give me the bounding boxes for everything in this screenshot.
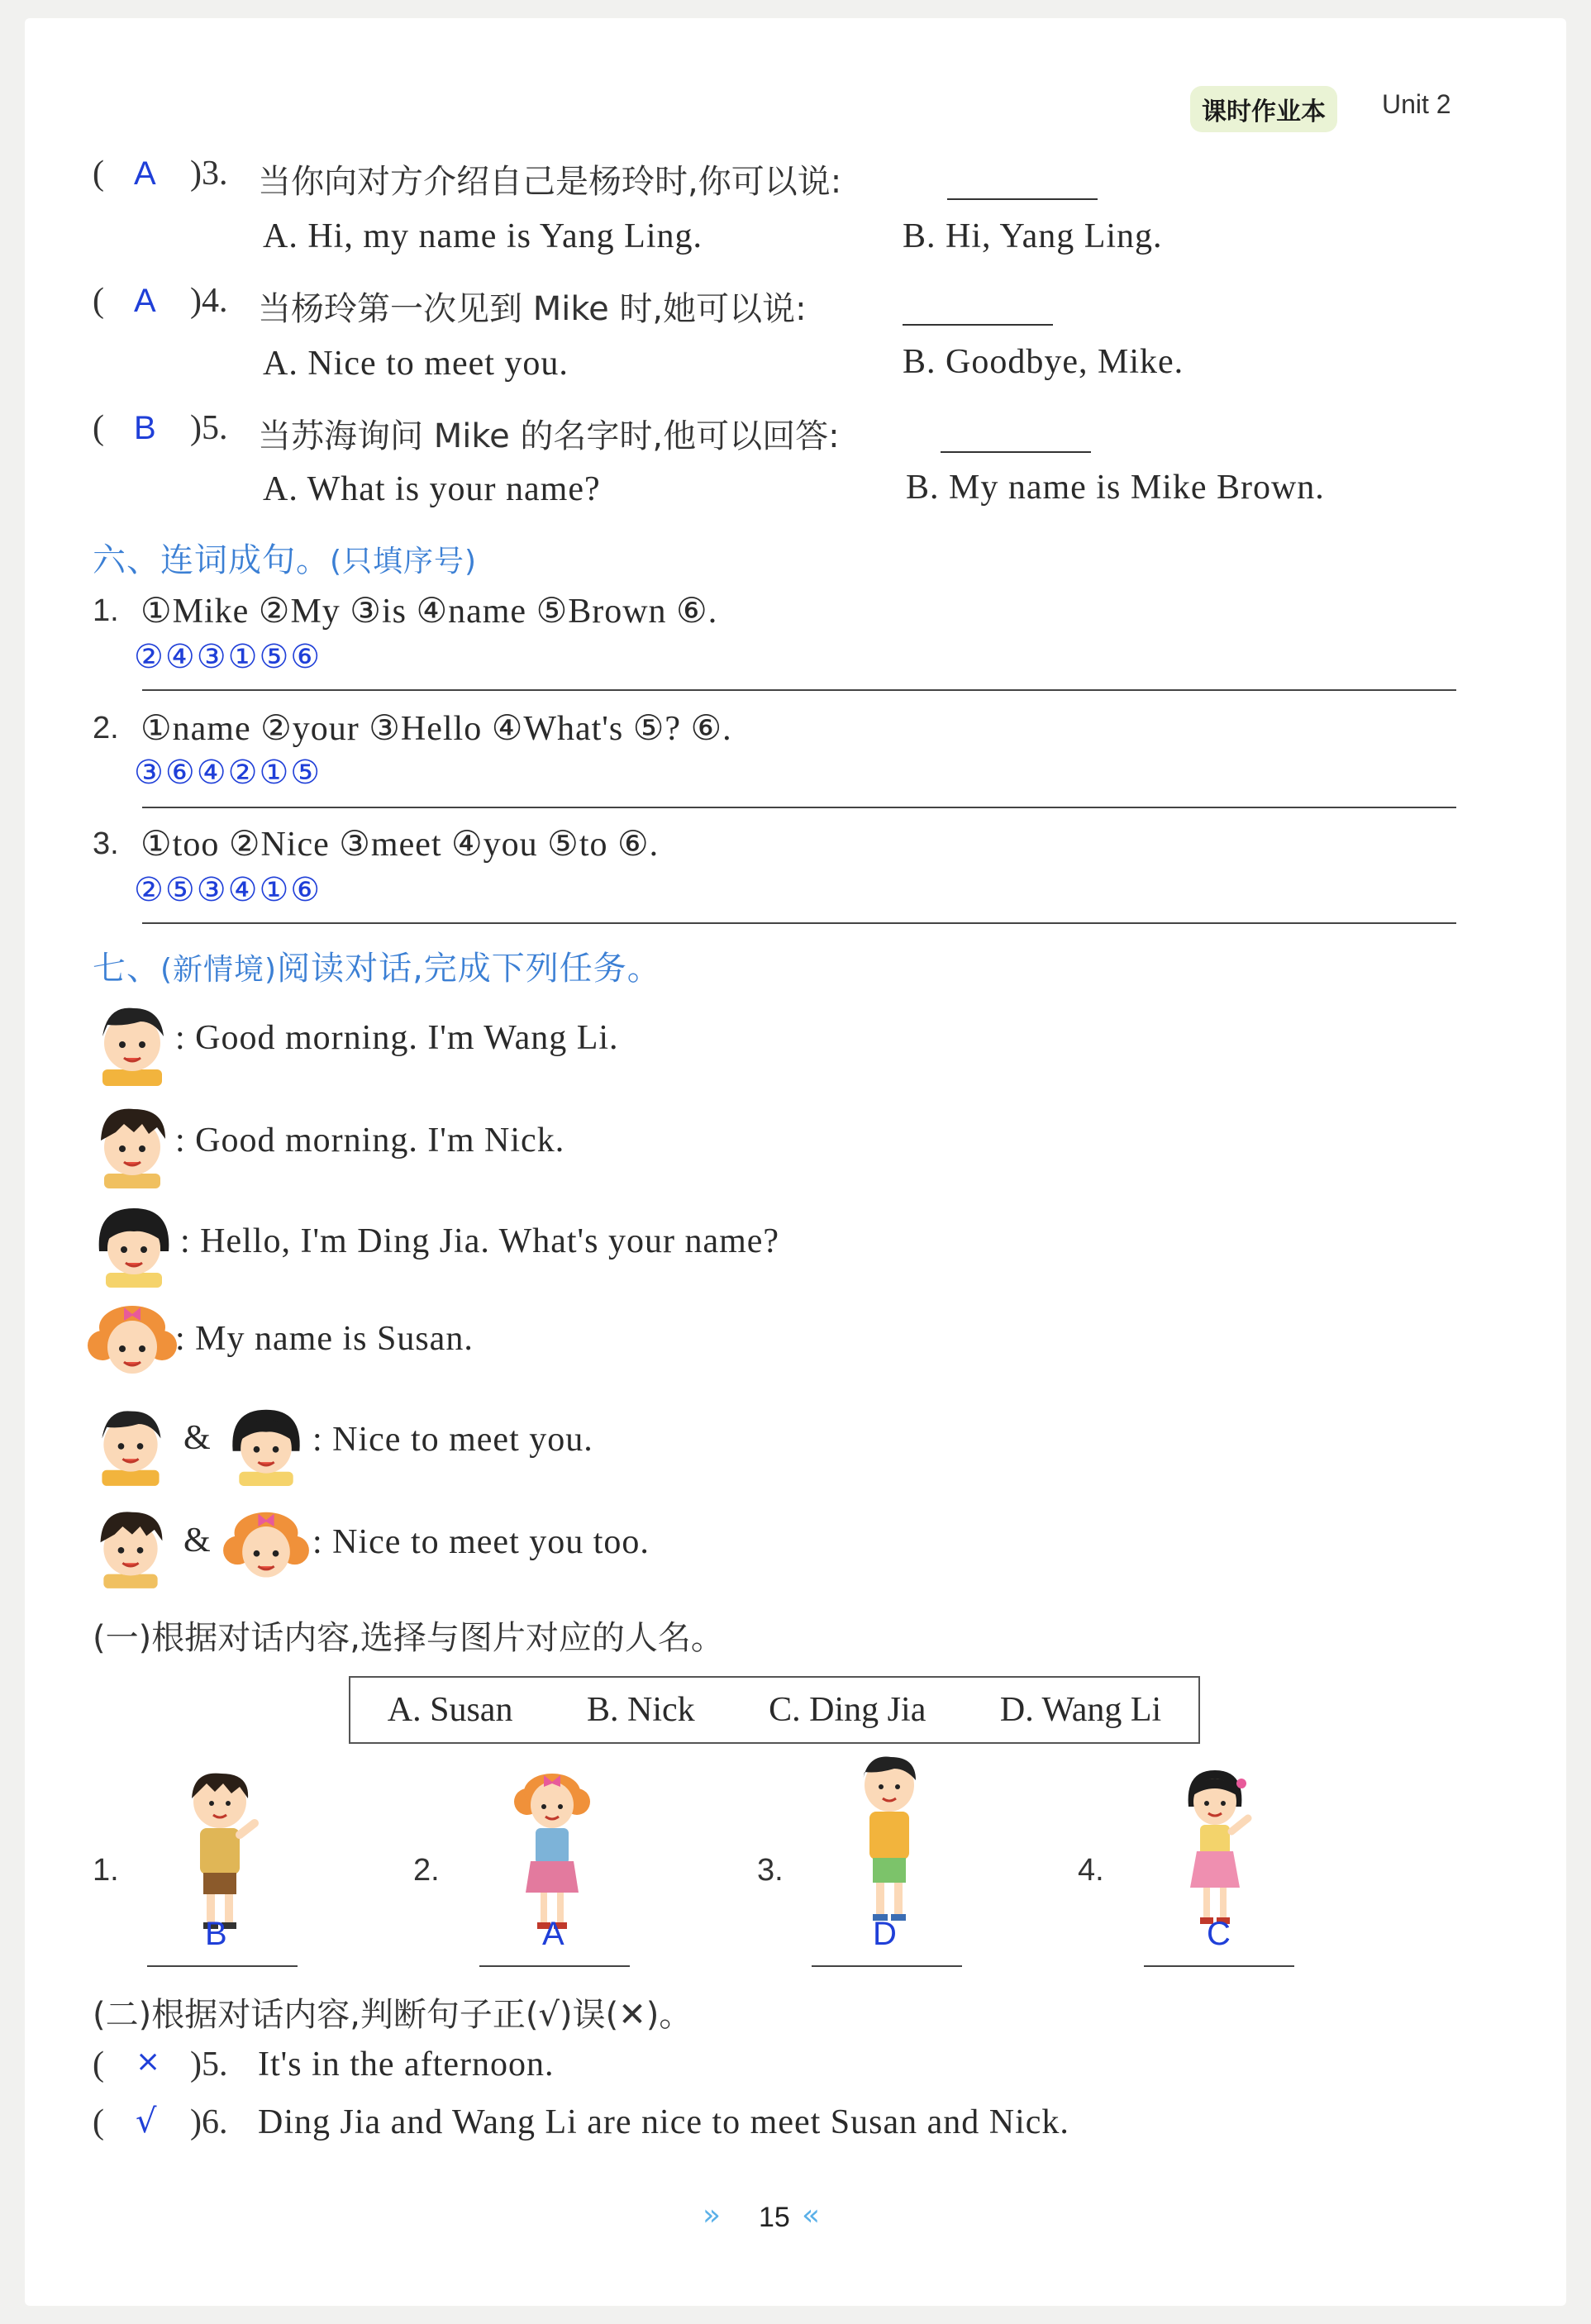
- item-number: 2.: [93, 711, 119, 745]
- option-a: A. What is your name?: [263, 470, 601, 508]
- girl-susan-icon: [223, 1506, 309, 1588]
- answer-line: [142, 922, 1456, 924]
- unit-label: Unit 2: [1382, 89, 1451, 119]
- question-stem: 当苏海询问 Mike 的名字时,他可以回答:: [258, 417, 840, 455]
- figure-answer: A: [542, 1916, 564, 1952]
- figure-number: 2.: [413, 1853, 440, 1888]
- question-number: )3.: [190, 155, 228, 193]
- figure-number: 1.: [93, 1853, 119, 1888]
- dialogue-line: : Hello, I'm Ding Jia. What's your name?: [180, 1222, 780, 1260]
- section-title: 阅读对话,完成下列任务。: [277, 950, 661, 988]
- option-b: B. Hi, Yang Ling.: [903, 217, 1163, 255]
- paren-open: (: [93, 155, 104, 193]
- section-tag: (新情境): [160, 953, 278, 987]
- word-list: ①Mike ②My ③is ④name ⑤Brown ⑥.: [141, 593, 718, 631]
- girl-ding-jia-figure-icon: [1165, 1765, 1265, 1931]
- section-subtitle: (只填序号): [330, 545, 478, 579]
- girl-susan-icon: [88, 1299, 177, 1385]
- dialogue-line: : Nice to meet you too.: [312, 1523, 650, 1561]
- option-b: B. My name is Mike Brown.: [906, 469, 1325, 507]
- page-number: 15: [759, 2202, 790, 2233]
- boy-nick-figure-icon: [170, 1769, 269, 1934]
- dialogue-line: : Good morning. I'm Wang Li.: [175, 1019, 619, 1057]
- paren-open: (: [93, 409, 104, 447]
- paren-open: (: [93, 2045, 104, 2084]
- statement: It's in the afternoon.: [258, 2045, 555, 2084]
- section-7-title: [93, 942, 661, 989]
- answer-line: [1144, 1965, 1294, 1967]
- choice-c: C. Ding Jia: [769, 1691, 926, 1729]
- section-6-title: [93, 534, 477, 581]
- task-1-title: (一)根据对话内容,选择与图片对应的人名。: [93, 1619, 724, 1657]
- dialogue-line: : Nice to meet you.: [312, 1421, 593, 1459]
- item-number: 3.: [93, 826, 119, 861]
- boy-wang-li-icon: [91, 1403, 170, 1486]
- question-number: )4.: [190, 282, 228, 320]
- answer-4: A: [134, 283, 156, 319]
- item-number: 1.: [93, 593, 119, 628]
- question-number: )5.: [190, 2045, 228, 2084]
- paren-open: (: [93, 2103, 104, 2141]
- answer-3: A: [134, 155, 156, 192]
- task-2-title: (二)根据对话内容,判断句子正(√)误(✕)。: [93, 1996, 693, 2034]
- order-answer: ②⑤③④①⑥: [134, 872, 322, 908]
- girl-susan-figure-icon: [503, 1769, 602, 1934]
- section-prefix: 七、: [93, 950, 160, 988]
- choice-b: B. Nick: [586, 1691, 695, 1729]
- page: [25, 18, 1566, 2306]
- answer-blank: [947, 198, 1098, 200]
- boy-nick-icon: [91, 1506, 170, 1588]
- dialogue-line: : My name is Susan.: [175, 1320, 474, 1358]
- question-stem: 当杨玲第一次见到 Mike 时,她可以说:: [258, 290, 807, 328]
- boy-wang-li-figure-icon: [840, 1752, 939, 1929]
- figure-number: 3.: [757, 1853, 784, 1888]
- option-b: B. Goodbye, Mike.: [903, 343, 1184, 381]
- answer-blank: [903, 324, 1053, 326]
- order-answer: ③⑥④②①⑤: [134, 755, 322, 791]
- dialogue-line: : Good morning. I'm Nick.: [175, 1122, 565, 1160]
- figure-answer: D: [873, 1916, 897, 1952]
- answer-line: [479, 1965, 630, 1967]
- word-list: ①too ②Nice ③meet ④you ⑤to ⑥.: [141, 826, 660, 864]
- ampersand: &: [183, 1419, 212, 1457]
- order-answer: ②④③①⑤⑥: [134, 639, 322, 675]
- boy-wang-li-icon: [91, 1000, 174, 1086]
- answer-5: B: [134, 410, 156, 446]
- tf-answer: √: [136, 2103, 157, 2141]
- girl-ding-jia-icon: [225, 1403, 307, 1486]
- chevron-right-icon: »: [703, 2198, 722, 2232]
- answer-line: [812, 1965, 962, 1967]
- answer-line: [142, 689, 1456, 691]
- girl-ding-jia-icon: [91, 1202, 177, 1288]
- answer-blank: [941, 451, 1091, 453]
- word-list: ①name ②your ③Hello ④What's ⑤? ⑥.: [141, 710, 732, 748]
- statement: Ding Jia and Wang Li are nice to meet Susan and Nick.: [258, 2103, 1069, 2141]
- question-stem: 当你向对方介绍自己是杨玲时,你可以说:: [258, 163, 842, 201]
- choice-d: D. Wang Li: [999, 1691, 1162, 1729]
- ampersand: &: [183, 1522, 212, 1560]
- boy-nick-icon: [91, 1102, 174, 1188]
- paren-open: (: [93, 282, 104, 320]
- question-number: )6.: [190, 2103, 228, 2141]
- question-number: )5.: [190, 409, 228, 447]
- answer-line: [142, 807, 1456, 808]
- figure-answer: C: [1207, 1916, 1231, 1952]
- figure-number: 4.: [1078, 1853, 1104, 1888]
- tf-answer: ×: [136, 2045, 161, 2079]
- book-title-badge: 课时作业本: [1190, 86, 1337, 132]
- figure-answer: B: [205, 1916, 227, 1952]
- chevron-left-icon: «: [802, 2198, 821, 2232]
- section-title: 六、连词成句。: [93, 541, 330, 579]
- option-a: A. Nice to meet you.: [263, 345, 569, 383]
- choice-a: A. Susan: [387, 1691, 513, 1729]
- answer-line: [147, 1965, 298, 1967]
- option-a: A. Hi, my name is Yang Ling.: [263, 217, 703, 255]
- name-choices-box: [349, 1676, 1200, 1744]
